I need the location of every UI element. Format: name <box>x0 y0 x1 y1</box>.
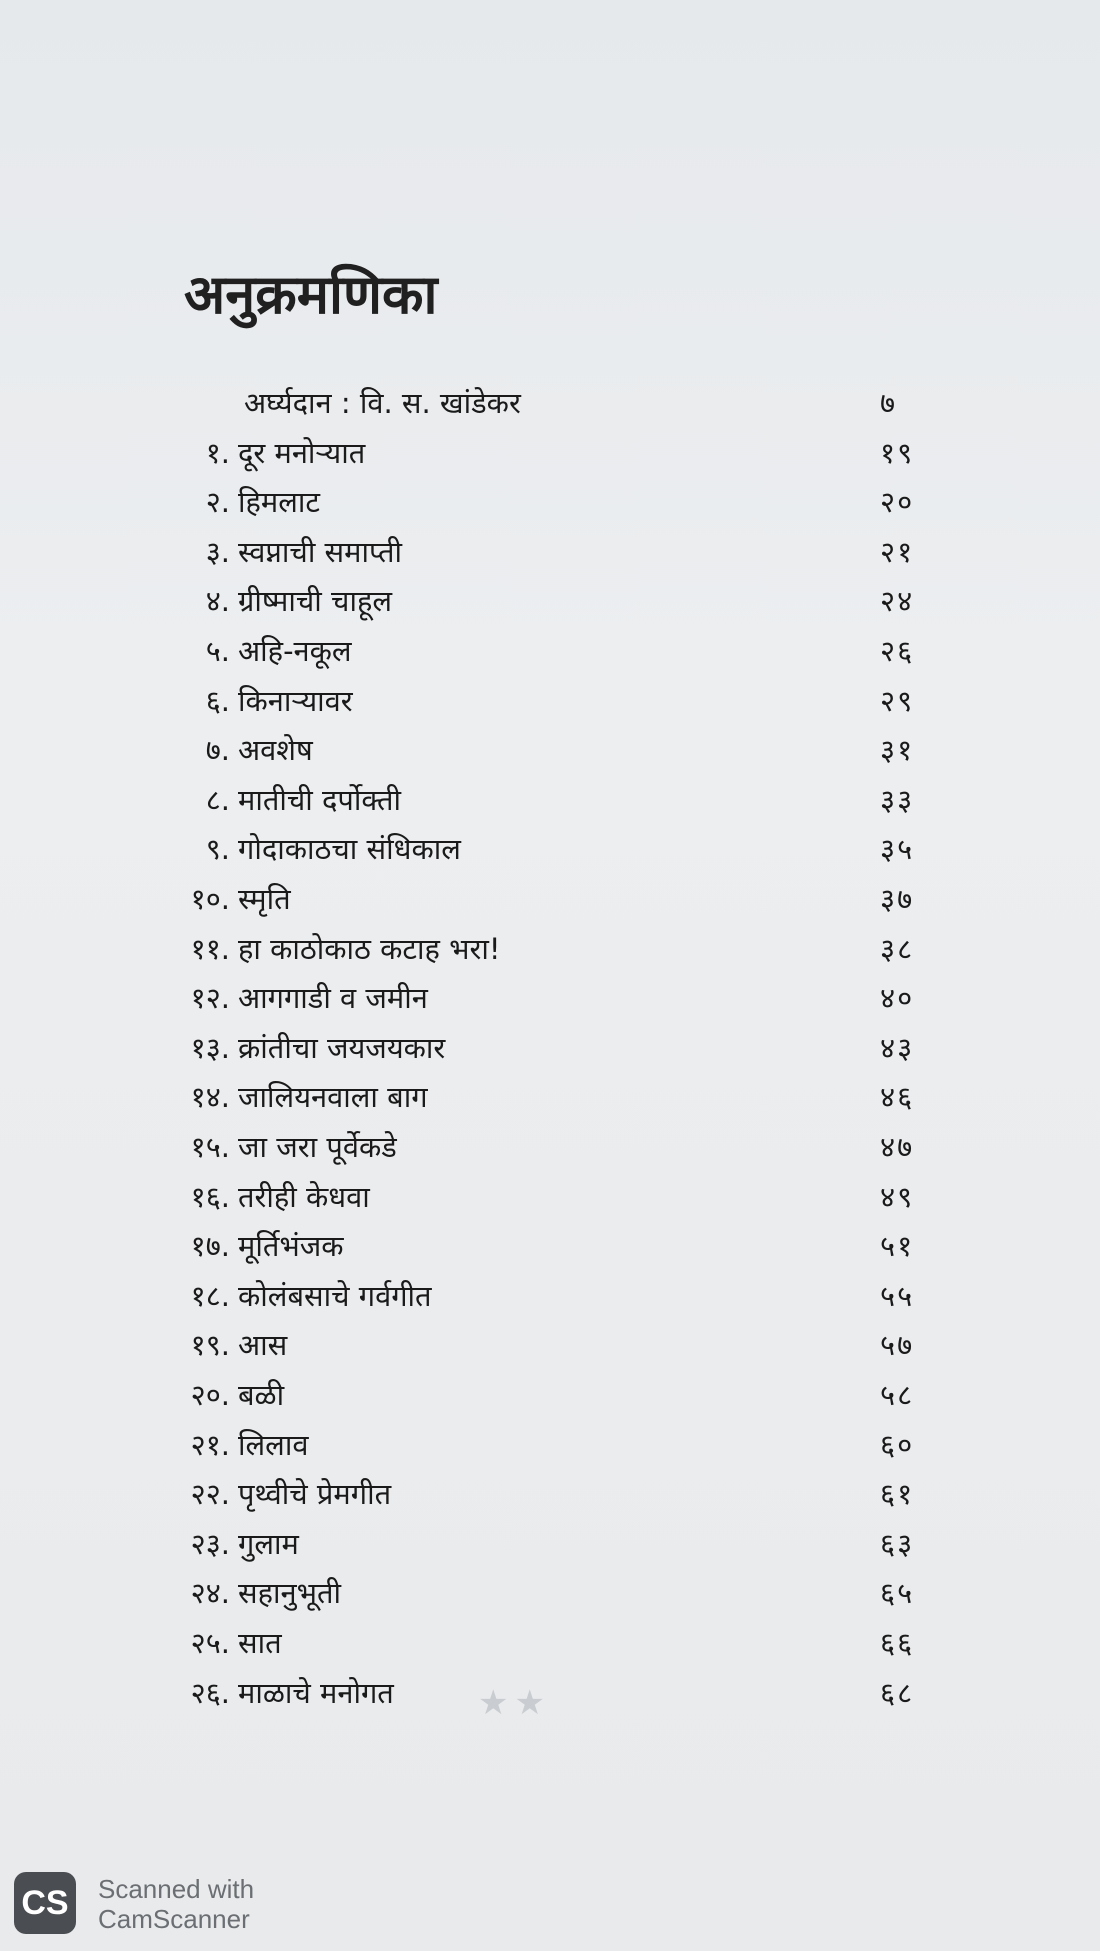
entry-title: ग्रीष्माची चाहूल <box>238 584 393 619</box>
entry-number: १३. <box>190 1030 230 1065</box>
toc-entry <box>0 678 1100 724</box>
entry-title: सहानुभूती <box>238 1576 342 1611</box>
toc-entry <box>0 1174 1100 1220</box>
toc-entry <box>0 1025 1100 1071</box>
entry-number: ८. <box>205 782 230 817</box>
entry-title: हिमलाट <box>238 485 321 520</box>
toc-entry <box>0 1223 1100 1269</box>
entry-number: ३. <box>205 534 230 569</box>
entry-number: २३. <box>190 1526 230 1561</box>
entry-page-number: २० <box>880 485 915 520</box>
toc-entry <box>0 876 1100 922</box>
toc-entry <box>0 1372 1100 1418</box>
toc-entry <box>0 975 1100 1021</box>
toc-entry <box>0 529 1100 575</box>
entry-page-number: २४ <box>880 584 915 619</box>
toc-entry <box>0 1273 1100 1319</box>
entry-page-number: ४६ <box>880 1080 915 1115</box>
toc-entry <box>0 1570 1100 1616</box>
toc-entry <box>0 1074 1100 1120</box>
entry-number: ५. <box>205 634 230 668</box>
entry-number: १५. <box>190 1130 230 1164</box>
entry-page-number: ३३ <box>880 782 915 817</box>
entry-number: ११. <box>190 931 230 966</box>
entry-page-number: ३७ <box>880 882 915 916</box>
entry-number: १०. <box>190 882 230 916</box>
entry-page-number: ३५ <box>880 832 915 867</box>
toc-entry <box>0 578 1100 624</box>
entry-page-number: २९ <box>880 683 915 718</box>
dedication-label: अर्घ्यदान : वि. स. खांडेकर <box>244 386 521 420</box>
entry-title: स्वप्नाची समाप्ती <box>238 534 402 569</box>
entry-number: १४. <box>190 1080 230 1115</box>
entry-title: आस <box>238 1328 288 1363</box>
entry-number: २१. <box>190 1427 230 1462</box>
entry-number: १२. <box>190 981 230 1016</box>
entry-page-number: ४९ <box>880 1179 915 1214</box>
entry-title: लिलाव <box>238 1427 309 1462</box>
entry-page-number: ३८ <box>880 931 915 966</box>
dedication-entry <box>0 380 1100 426</box>
toc-entry <box>0 1124 1100 1170</box>
toc-entry <box>0 1471 1100 1517</box>
entry-title: अहि-नकूल <box>238 634 352 668</box>
toc-entry <box>0 777 1100 823</box>
toc-entry <box>0 727 1100 773</box>
entry-number: २४. <box>190 1576 230 1611</box>
entry-page-number: १९ <box>880 435 915 470</box>
entry-title: मातीची दर्पोक्ती <box>238 782 402 817</box>
entry-title: जालियनवाला बाग <box>238 1080 428 1115</box>
scanner-line-2: CamScanner <box>98 1904 250 1934</box>
entry-title: कोलंबसाचे गर्वगीत <box>238 1278 432 1313</box>
entry-title: गुलाम <box>238 1526 299 1561</box>
toc-entry <box>0 1521 1100 1567</box>
entry-title: तरीही केधवा <box>238 1179 370 1214</box>
entry-title: स्मृति <box>238 882 291 916</box>
entry-page-number: ५१ <box>880 1229 915 1264</box>
toc-entry <box>0 479 1100 525</box>
entry-page-number: ६६ <box>880 1626 915 1660</box>
entry-number: १. <box>205 435 230 470</box>
toc-entry <box>0 1620 1100 1666</box>
entry-page-number: ६३ <box>880 1526 915 1561</box>
entry-page-number: ६१ <box>880 1477 915 1512</box>
camscanner-watermark <box>10 1868 300 1938</box>
toc-entry <box>0 1422 1100 1468</box>
toc-entry <box>0 1322 1100 1368</box>
entry-page-number: ६० <box>880 1427 915 1462</box>
entry-number: ४. <box>205 584 230 619</box>
entry-title: गोदाकाठचा संधिकाल <box>238 832 461 867</box>
entry-page-number: २६ <box>880 634 915 668</box>
toc-entry <box>0 628 1100 674</box>
entry-page-number: ४७ <box>880 1130 915 1164</box>
scanner-line-1: Scanned with <box>98 1874 255 1904</box>
entry-title: जा जरा पूर्वेकडे <box>238 1130 397 1164</box>
entry-title: क्रांतीचा जयजयकार <box>238 1030 446 1065</box>
entry-title: सात <box>238 1626 282 1660</box>
entry-number: ६. <box>205 683 230 718</box>
entry-title: आगगाडी व जमीन <box>238 981 428 1016</box>
entry-title: हा काठोकाठ कटाह भरा! <box>238 931 501 966</box>
entry-number: ९. <box>205 832 230 867</box>
entry-page-number: ६५ <box>880 1576 915 1611</box>
camscanner-logo-icon: CS <box>14 1872 76 1934</box>
entry-title: पृथ्वीचे प्रेमगीत <box>238 1477 392 1512</box>
entry-page-number: ३१ <box>880 733 915 768</box>
end-ornament: ★★ <box>478 1683 551 1723</box>
entry-title: बळी <box>238 1378 285 1412</box>
entry-number: ७. <box>205 733 230 768</box>
dedication-page-number: ७ <box>880 386 898 420</box>
entry-number: २०. <box>190 1378 230 1412</box>
entry-number: १८. <box>190 1278 230 1313</box>
entry-title: किनाऱ्यावर <box>238 683 353 718</box>
entry-number: १९. <box>190 1328 230 1363</box>
entry-page-number: ५७ <box>880 1328 915 1363</box>
page-title: अनुक्रमणिका <box>184 263 438 326</box>
entry-page-number: ५८ <box>880 1378 915 1412</box>
toc-entry <box>0 926 1100 972</box>
entry-number: १६. <box>190 1179 230 1214</box>
entry-page-number: ६८ <box>880 1675 915 1710</box>
entry-number: २६. <box>190 1675 230 1710</box>
entry-page-number: २१ <box>880 534 915 569</box>
entry-number: २. <box>205 485 230 520</box>
entry-page-number: ४० <box>880 981 915 1016</box>
entry-number: २५. <box>190 1626 230 1660</box>
entry-page-number: ५५ <box>880 1278 915 1313</box>
entry-title: अवशेष <box>238 733 313 768</box>
toc-entry <box>0 430 1100 476</box>
camscanner-text <box>98 1874 254 1934</box>
entry-number: २२. <box>190 1477 230 1512</box>
entry-title: दूर मनोऱ्यात <box>238 435 366 470</box>
entry-title: मूर्तिभंजक <box>238 1229 344 1264</box>
toc-entry <box>0 826 1100 872</box>
entry-title: माळाचे मनोगत <box>238 1675 394 1710</box>
entry-number: १७. <box>190 1229 230 1264</box>
entry-page-number: ४३ <box>880 1030 915 1065</box>
